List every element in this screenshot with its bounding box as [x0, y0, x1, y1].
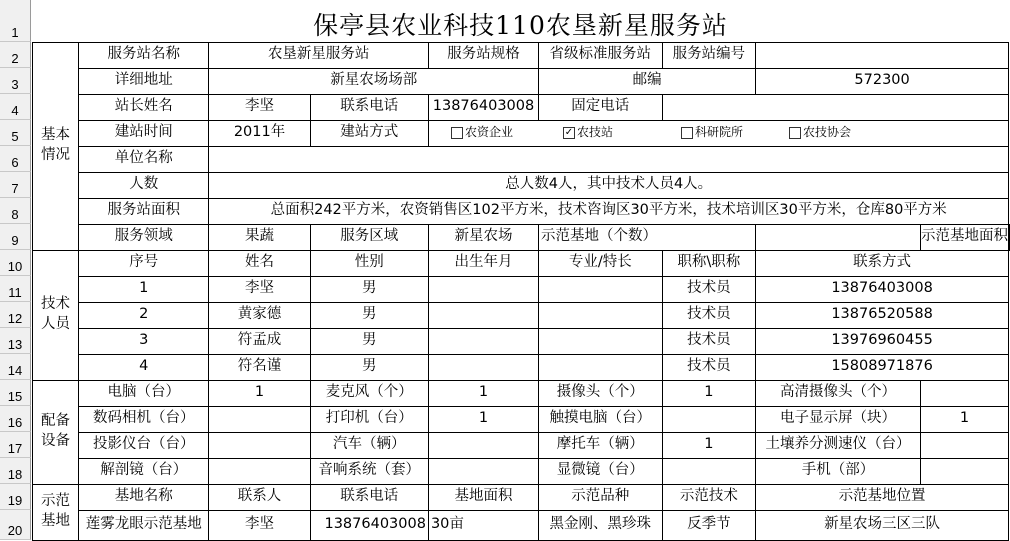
- equipment-label[interactable]: 汽车（辆）: [310, 432, 428, 458]
- service-region-value[interactable]: 新星农场: [428, 224, 538, 250]
- equipment-label[interactable]: 高清摄像头（个）: [756, 380, 921, 406]
- landline-label[interactable]: 固定电话: [539, 94, 663, 120]
- checkbox-icon[interactable]: ✓: [564, 126, 574, 138]
- postcode-value[interactable]: 572300: [756, 68, 1009, 94]
- station-name-label[interactable]: 服务站名称: [79, 42, 209, 68]
- method-option[interactable]: ✓ 农技站: [564, 124, 613, 139]
- demo-header[interactable]: 示范品种: [539, 484, 663, 510]
- equipment-value[interactable]: 1: [209, 380, 310, 406]
- build-method-label[interactable]: 建站方式: [310, 120, 428, 146]
- row-number[interactable]: 9: [0, 224, 31, 250]
- staff-title[interactable]: 技术员: [662, 302, 756, 328]
- station-name-value[interactable]: 农垦新星服务站: [209, 42, 429, 68]
- equipment-value[interactable]: 1: [428, 406, 538, 432]
- station-code-value[interactable]: [756, 42, 1009, 68]
- staff-birth[interactable]: [428, 354, 538, 380]
- row-number[interactable]: 10: [0, 250, 31, 276]
- demo-area[interactable]: 30亩: [428, 510, 538, 540]
- head-name-label[interactable]: 站长姓名: [79, 94, 209, 120]
- staff-major[interactable]: [539, 276, 663, 302]
- service-region-label[interactable]: 服务区域: [310, 224, 428, 250]
- method-option[interactable]: 农资企业: [451, 121, 513, 145]
- equipment-label[interactable]: 数码相机（台）: [79, 406, 209, 432]
- equipment-value[interactable]: [428, 458, 538, 484]
- staff-name[interactable]: 符名谨: [209, 354, 310, 380]
- area-label[interactable]: 服务站面积: [79, 198, 209, 224]
- staff-title[interactable]: 技术员: [662, 276, 756, 302]
- row-number[interactable]: 12: [0, 302, 31, 328]
- demo-header[interactable]: 联系人: [209, 484, 310, 510]
- equipment-label[interactable]: 摩托车（辆）: [539, 432, 663, 458]
- equipment-value[interactable]: [920, 458, 1008, 484]
- equipment-value[interactable]: [209, 432, 310, 458]
- row-number[interactable]: 1: [0, 0, 31, 42]
- staff-header[interactable]: 出生年月: [428, 250, 538, 276]
- demo-area-label[interactable]: 示范基地面积: [920, 224, 1008, 250]
- station-scale-label[interactable]: 服务站规格: [428, 42, 538, 68]
- equipment-value[interactable]: [209, 406, 310, 432]
- demo-header[interactable]: 基地面积: [428, 484, 538, 510]
- demo-header[interactable]: 基地名称: [79, 484, 209, 510]
- section-equipment[interactable]: 配备 设备: [33, 380, 79, 484]
- row-number[interactable]: 2: [0, 42, 31, 68]
- address-label[interactable]: 详细地址: [79, 68, 209, 94]
- equipment-value[interactable]: [428, 432, 538, 458]
- staff-major[interactable]: [539, 328, 663, 354]
- staff-no[interactable]: 3: [79, 328, 209, 354]
- demo-location[interactable]: 新星农场三区三队: [756, 510, 1009, 540]
- equipment-label[interactable]: 摄像头（个）: [539, 380, 663, 406]
- row-number[interactable]: 11: [0, 276, 31, 302]
- demo-count-value[interactable]: [756, 224, 921, 250]
- row-number[interactable]: 17: [0, 432, 31, 458]
- staff-phone[interactable]: 13976960455: [756, 328, 1009, 354]
- equipment-label[interactable]: 触摸电脑（台）: [539, 406, 663, 432]
- row-number[interactable]: 18: [0, 458, 31, 484]
- staff-phone[interactable]: 15808971876: [756, 354, 1009, 380]
- section-demo-base[interactable]: 示范 基地: [33, 484, 79, 540]
- build-method-options: [428, 120, 1008, 146]
- row-number[interactable]: 5: [0, 120, 31, 146]
- staff-name[interactable]: 李坚: [209, 276, 310, 302]
- unit-name-value[interactable]: [209, 146, 1009, 172]
- equipment-value[interactable]: [920, 432, 1008, 458]
- unit-name-label[interactable]: 单位名称: [79, 146, 209, 172]
- checkbox-icon[interactable]: [681, 127, 693, 139]
- staff-major[interactable]: [539, 354, 663, 380]
- staff-header[interactable]: 联系方式: [756, 250, 1009, 276]
- staff-title[interactable]: 技术员: [662, 328, 756, 354]
- staff-name[interactable]: 符孟成: [209, 328, 310, 354]
- demo-base-name[interactable]: 莲雾龙眼示范基地: [79, 510, 209, 540]
- staff-header[interactable]: 专业/特长: [539, 250, 663, 276]
- staff-no[interactable]: 1: [79, 276, 209, 302]
- staff-phone[interactable]: 13876403008: [756, 276, 1009, 302]
- people-value[interactable]: 总人数4人，其中技术人员4人。: [209, 172, 1009, 198]
- staff-birth[interactable]: [428, 302, 538, 328]
- row-number[interactable]: 15: [0, 380, 31, 406]
- build-year-value[interactable]: 2011年: [209, 120, 310, 146]
- staff-header[interactable]: 序号: [79, 250, 209, 276]
- equipment-value[interactable]: [209, 458, 310, 484]
- row-number[interactable]: 20: [0, 510, 31, 540]
- postcode-label[interactable]: 邮编: [539, 68, 756, 94]
- row-number[interactable]: 16: [0, 406, 31, 432]
- demo-area-value[interactable]: [1009, 224, 1010, 250]
- staff-phone[interactable]: 13876520588: [756, 302, 1009, 328]
- demo-header[interactable]: 示范技术: [662, 484, 756, 510]
- staff-header[interactable]: 职称\职称: [662, 250, 756, 276]
- service-station-table: [32, 0, 1010, 541]
- staff-sex[interactable]: 男: [310, 302, 428, 328]
- build-year-label[interactable]: 建站时间: [79, 120, 209, 146]
- equipment-label[interactable]: 解剖镜（台）: [79, 458, 209, 484]
- row-number[interactable]: 3: [0, 68, 31, 94]
- equipment-label[interactable]: 音响系统（套）: [310, 458, 428, 484]
- address-value[interactable]: 新星农场场部: [209, 68, 539, 94]
- demo-count-label[interactable]: 示范基地（个数）: [539, 224, 756, 250]
- service-field-label[interactable]: 服务领域: [79, 224, 209, 250]
- equipment-label[interactable]: 电子显示屏（块）: [756, 406, 921, 432]
- method-option[interactable]: 农技协会: [789, 121, 851, 145]
- station-code-label[interactable]: 服务站编号: [662, 42, 756, 68]
- staff-birth[interactable]: [428, 328, 538, 354]
- staff-sex[interactable]: 男: [310, 328, 428, 354]
- equipment-value[interactable]: [662, 458, 756, 484]
- equipment-label[interactable]: 手机（部）: [756, 458, 921, 484]
- staff-no[interactable]: 4: [79, 354, 209, 380]
- staff-name[interactable]: 黄家德: [209, 302, 310, 328]
- equipment-label[interactable]: 投影仪台（台）: [79, 432, 209, 458]
- staff-sex[interactable]: 男: [310, 276, 428, 302]
- landline-value[interactable]: [662, 94, 1008, 120]
- staff-header[interactable]: 姓名: [209, 250, 310, 276]
- head-name-value[interactable]: 李坚: [209, 94, 310, 120]
- section-staff[interactable]: 技术 人员: [33, 250, 79, 380]
- equipment-value[interactable]: 1: [662, 432, 756, 458]
- staff-title[interactable]: 技术员: [662, 354, 756, 380]
- service-field-value[interactable]: 果蔬: [209, 224, 310, 250]
- area-value[interactable]: 总面积242平方米，农资销售区102平方米，技术咨询区30平方米，技术培训区30平方米，仓库80平方米: [209, 198, 1009, 224]
- people-label[interactable]: 人数: [79, 172, 209, 198]
- row-number[interactable]: 14: [0, 354, 31, 380]
- staff-header[interactable]: 性别: [310, 250, 428, 276]
- demo-tech[interactable]: 反季节: [662, 510, 756, 540]
- equipment-label[interactable]: 土壤养分测速仪（台）: [756, 432, 921, 458]
- equipment-value[interactable]: 1: [920, 406, 1008, 432]
- method-option[interactable]: 科研院所: [681, 121, 743, 145]
- page-title[interactable]: 保亭县农业科技110农垦新星服务站: [33, 0, 1009, 42]
- checkbox-icon[interactable]: [789, 127, 801, 139]
- staff-sex[interactable]: 男: [310, 354, 428, 380]
- demo-header[interactable]: 联系电话: [310, 484, 428, 510]
- row-number[interactable]: 4: [0, 94, 31, 120]
- equipment-value[interactable]: 1: [662, 380, 756, 406]
- equipment-label[interactable]: 麦克风（个）: [310, 380, 428, 406]
- row-number[interactable]: 7: [0, 172, 31, 198]
- phone-label[interactable]: 联系电话: [310, 94, 428, 120]
- staff-major[interactable]: [539, 302, 663, 328]
- checkbox-icon[interactable]: [451, 127, 463, 139]
- row-number[interactable]: 13: [0, 328, 31, 354]
- equipment-label[interactable]: 电脑（台）: [79, 380, 209, 406]
- row-number[interactable]: 6: [0, 146, 31, 172]
- row-number[interactable]: 8: [0, 198, 31, 224]
- equipment-value[interactable]: 1: [428, 380, 538, 406]
- equipment-label[interactable]: 打印机（台）: [310, 406, 428, 432]
- equipment-value[interactable]: [920, 380, 1008, 406]
- section-basic-info[interactable]: 基本 情况: [33, 42, 79, 250]
- station-scale-value[interactable]: 省级标准服务站: [539, 42, 663, 68]
- equipment-value[interactable]: [662, 406, 756, 432]
- row-header-column: [0, 0, 32, 540]
- equipment-label[interactable]: 显微镜（台）: [539, 458, 663, 484]
- phone-value[interactable]: 13876403008: [428, 94, 538, 120]
- demo-phone[interactable]: 13876403008: [310, 510, 428, 540]
- staff-no[interactable]: 2: [79, 302, 209, 328]
- row-number[interactable]: 19: [0, 484, 31, 510]
- demo-header[interactable]: 示范基地位置: [756, 484, 1009, 510]
- demo-variety[interactable]: 黑金刚、黑珍珠: [539, 510, 663, 540]
- demo-contact[interactable]: 李坚: [209, 510, 310, 540]
- staff-birth[interactable]: [428, 276, 538, 302]
